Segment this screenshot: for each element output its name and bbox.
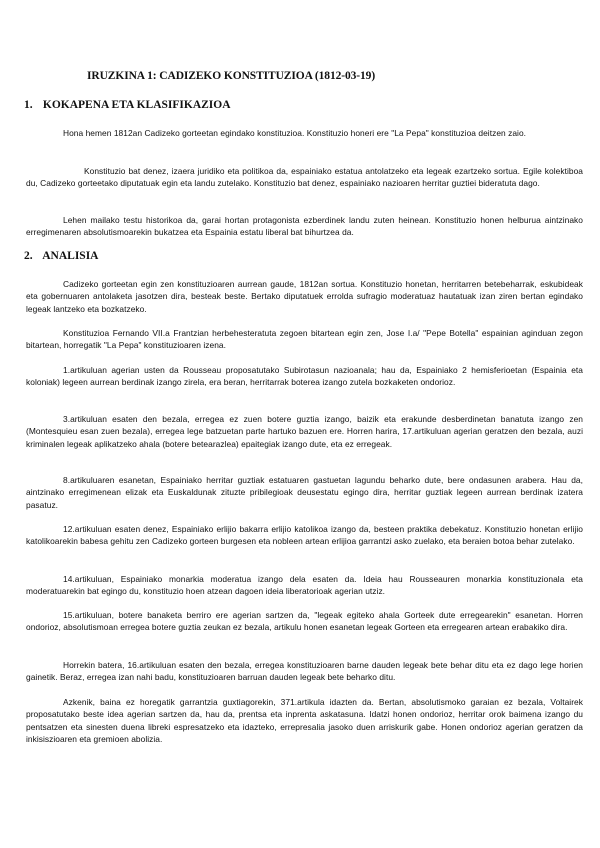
document-title: IRUZKINA 1: CADIZEKO KONSTITUZIOA (1812-03-19): [87, 70, 376, 82]
section-heading-analisia: [24, 250, 99, 262]
paragraph: 3.artikuluan esaten den bezala, erregea ez zuen botere guztia izango, baizik eta erakunde desberdinetan banatuta izango zen (Montesquieu esan zuen bezala), erregea lege batzuetan parte hartuko bazuen ere. Horren harira, 17.artikuluan agerian geratzen den bezala, auzi kriminalen legeak aplikatzeko ahala (botere betearazlea) epaitegiak izango dute, eta ez erregeak.: [26, 414, 583, 449]
paragraph: 8.artikuluaren esanetan, Espainiako herritar guztiak estatuaren gastuetan lagundu beharko dute, bere ondasunen arabera. Hau da, aintzinako erregimenean elizak eta Euskaldunak zituzte pribilegioak deusestatu egingo dira, herritar guztiak legeen aurrean berdinak izatera pasatuz.: [26, 475, 583, 510]
paragraph: Horrekin batera, 16.artikuluan esaten den bezala, erregea konstituzioaren barne dauden legeak bete behar ditu eta ez dago lege horien gainetik. Beraz, erregea izan nahi badu, konstituzioaren barruan dauden legeak bete beharko ditu.: [26, 660, 583, 683]
paragraph: 1.artikuluan agerian usten da Rousseau proposatutako Subirotasun nazioanala; hau da, Espainiako 2 hemisferioetan (Espainia eta koloniak) legeen aurrean berdinak izango zirela, era beran, herritarrak boterea izango zutela bozkaketen ondorioz.: [26, 365, 583, 388]
section-number: 2.: [24, 250, 33, 262]
paragraph: Lehen mailako testu historikoa da, garai hortan protagonista ezberdinek landu zuten heinean. Konstituzio honen helburua aintzinako erregimenaren absolutismoarekin bukatzea eta Espainia estatu liberal bat bihurtzea da.: [26, 215, 583, 238]
paragraph: Cadizeko gorteetan egin zen konstituzioaren aurrean gaude, 1812an sortua. Konstituzio honetan, herritarren betebeharrak, eskubideak eta gobernuaren antolaketa jasotzen dira, besteak beste. Bertako diputatuek errolda sufragio moderatuaz hautatuak izan ziren bertan egindako legeak lantzeko eta bozkatzeko.: [26, 279, 583, 314]
paragraph: Konstituzio bat denez, izaera juridiko eta politikoa da, espainiako estatua antolatzeko eta legeak ezartzeko sortua. Egile kolektiboa du, Cadizeko gorteetako diputatuak egin eta landu zutelako. Konstituzio bat denez, espainiako nazioaren herritar guztiei bideratuta dago.: [26, 166, 583, 189]
section-heading-kokapena: [24, 99, 231, 111]
paragraph: Konstituzioa Fernando VII.a Frantzian herbehesteratuta zegoen bitartean egin zen, Jose I.a/ "Pepe Botella" espainian aginduan zegon bitartean, horregatik "La Pepa" konstituzioaren izena.: [26, 328, 583, 351]
paragraph: 14.artikuluan, Espainiako monarkia moderatua izango dela esaten da. Ideia hau Rousseauren monarkia konstituzionala eta moderatuarekin bat egingo du, konstituzio hoen atzean dagoen ideia liberatorioak agerian utziz.: [26, 574, 583, 597]
paragraph: Azkenik, baina ez horegatik garrantzia guxtiagorekin, 371.artikula idazten da. Bertan, absolutismoko garaian ez bezala, Voltairek proposatutako beste idea agerian sartzen da, hau da, prentsa eta inprenta askatasuna. Idatzi honen ondorioz, herritar orok baimena izango du pentsatzen eta sinesten duena libreki espresatzeko eta idazteko, errepresalia jasoko duen arriskurik gabe. Honen ondorioz agerian geratzen da inkisiszioaren eta gremioen abolizia.: [26, 697, 583, 744]
paragraph: 15.artikuluan, botere banaketa berriro ere agerian sartzen da, "legeak egiteko ahala Gorteek dute erregearekin" esanetan. Horren ondorioz, absolutismoan erregea botere guztia zeukan ez bezala, artikulu honen esanetan legeak Gorteen eta erregearen artean erabakiko dira.: [26, 610, 583, 633]
paragraph: 12.artikuluan esaten denez, Espainiako erlijio bakarra erlijio katolikoa izango da, besteen praktika debekatuz. Konstituzio honetan erlijio katolikoarekin babesa gehitu zen Cadizeko gorteen burgesen eta nobleen artean erlijioa garrantzi asko zuelako, eta beraien botoa behar zutelako.: [26, 524, 583, 547]
section-number: 1.: [24, 99, 33, 111]
section-title: ANALISIA: [42, 250, 99, 262]
paragraph: Hona hemen 1812an Cadizeko gorteetan egindako konstituzioa. Konstituzio honeri ere "La Pepa" konstituzioa deitzen zaio.: [63, 128, 527, 138]
section-title: KOKAPENA ETA KLASIFIKAZIOA: [42, 99, 231, 111]
